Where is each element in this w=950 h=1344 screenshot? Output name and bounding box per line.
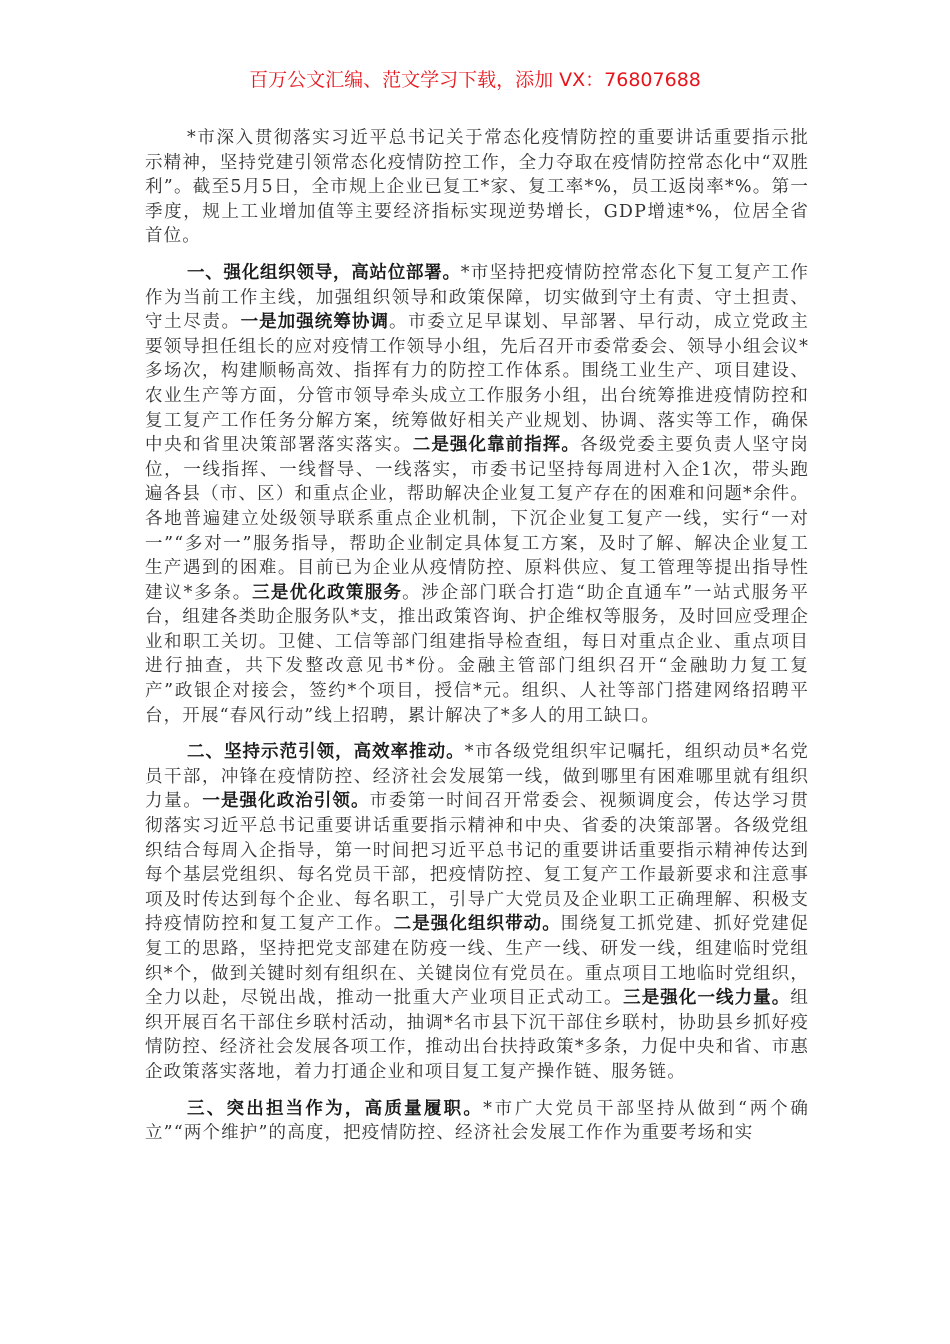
subpoint-heading: 一是强化政治引领。 <box>202 791 370 812</box>
paragraph-text: 组织开展百名干部住乡联村活动，抽调*名市县下沉干部住乡联村，协助县乡抓好疫情防控、经济社会发展各项工作，推动出台扶持政策*多条，力促中央和省、市惠企政策落实落地，着力打通企业和项目复工复产操作链、服务链。 <box>145 988 809 1082</box>
paragraph-text: 围绕复工抓党建、抓好党建促复工的思路，坚持把党支部建在防疫一线、生产一线、研发一线，组建临时党组织*个，做到关键时刻有组织在、关键岗位有党员在。重点项目工地临时党组织，全力以赴，尽锐出战，推动一批重大产业项目正式动工。 <box>145 914 809 1009</box>
intro-paragraph <box>145 126 809 249</box>
subpoint-heading: 二是强化靠前指挥。 <box>412 435 580 456</box>
section-heading: 一、强化组织领导，高站位部署。 <box>187 262 461 283</box>
subpoint-heading: 一是加强统筹协调 <box>240 312 390 333</box>
paragraph-text: *市坚持把疫情防控常态化下复工复产工作作为当前工作主线，加强组织领导和政策保障，切实做到守土有责、守土担责、守土尽责。 <box>145 262 810 333</box>
paragraph-text: 。市委立足早谋划、早部署、早行动，成立党政主要领导担任组长的应对疫情工作领导小组，先后召开市委常委会、领导小组会议*多场次，构建顺畅高效、指挥有力的防控工作体系。围绕工业生产、项目建设、农业生产等方面，分管市领导牵头成立工作服务小组，出台统筹推进疫情防控和复工复产工作任务分解方案，统筹做好相关产业规划、协调、落实等工作，确保中央和省里决策部署落实落实。 <box>145 312 809 456</box>
paragraph-text: 。涉企部门联合打造“助企直通车”一站式服务平台，组建各类助企服务队*支，推出政策咨询、护企维权等服务，及时回应受理企业和职工关切。卫健、工信等部门组建指导检查组，每日对重点企业、重点项目进行抽查，共下发整改意见书*份。金融主管部门组织召开“金融助力复工复产”政银企对接会，签约*个项目，授信*元。组织、人社等部门搭建网络招聘平台，开展“春风行动”线上招聘，累计解决了*多人的用工缺口。 <box>145 582 810 726</box>
paragraph-text: 各级党委主要负责人坚守岗位，一线指挥、一线督导、一线落实，市委书记坚持每周进村入企1次，带头跑遍各县（市、区）和重点企业，帮助解决企业复工复产存在的困难和问题*余件。各地普遍建立处级领导联系重点企业机制，下沉企业复工复产一线，实行“一对一”“多对一”服务指导，帮助企业制定具体复工方案，及时了解、解决企业复工生产遇到的困难。目前已为企业从疫情防控、原料供应、复工管理等提出指导性建议*多条。 <box>145 435 809 603</box>
section-1-paragraph <box>145 261 809 728</box>
watermark-banner: 百万公文汇编、范文学习下载，添加 VX：76807688 <box>249 69 701 91</box>
section-2-paragraph <box>145 740 809 1084</box>
paragraph-text: *市深入贯彻落实习近平总书记关于常态化疫情防控的重要讲话重要指示批示精神，坚持党建引领常态化疫情防控工作，全力夺取在疫情防控常态化中“双胜利”。截至5月5日，全市规上企业已复工*家、复工率*%，员工返岗率*%。第一季度，规上工业增加值等主要经济指标实现逆势增长，GDP增速*%，位居全省首位。 <box>145 128 809 247</box>
document-body <box>145 126 809 1158</box>
section-heading: 三、突出担当作为，高质量履职。 <box>187 1098 484 1119</box>
subpoint-heading: 二是强化组织带动。 <box>393 914 561 935</box>
section-heading: 二、坚持示范引领，高效率推动。 <box>187 742 465 763</box>
subpoint-heading: 三是优化政策服务 <box>252 582 403 603</box>
section-3-paragraph <box>145 1097 809 1146</box>
paragraph-text: *市广大党员干部坚持从做到“两个确立”“两个维护”的高度，把疫情防控、经济社会发展工作作为重要考场和实 <box>145 1098 810 1144</box>
paragraph-text: 市委第一时间召开常委会、视频调度会，传达学习贯彻落实习近平总书记重要讲话重要指示精神和中央、省委的决策部署。各级党组织结合每周入企指导，第一时间把习近平总书记的重要讲话重要指示精神传达到每个基层党组织、每名党员干部，把疫情防控、复工复产工作最新要求和注意事项及时传达到每个企业、每名职工，引导广大党员及企业职工正确理解、积极支持疫情防控和复工复产工作。 <box>145 791 810 935</box>
subpoint-heading: 三是强化一线力量。 <box>623 988 791 1009</box>
paragraph-text: *市各级党组织牢记嘱托，组织动员*名党员干部，冲锋在疫情防控、经济社会发展第一线，做到哪里有困难哪里就有组织力量。 <box>145 742 809 812</box>
